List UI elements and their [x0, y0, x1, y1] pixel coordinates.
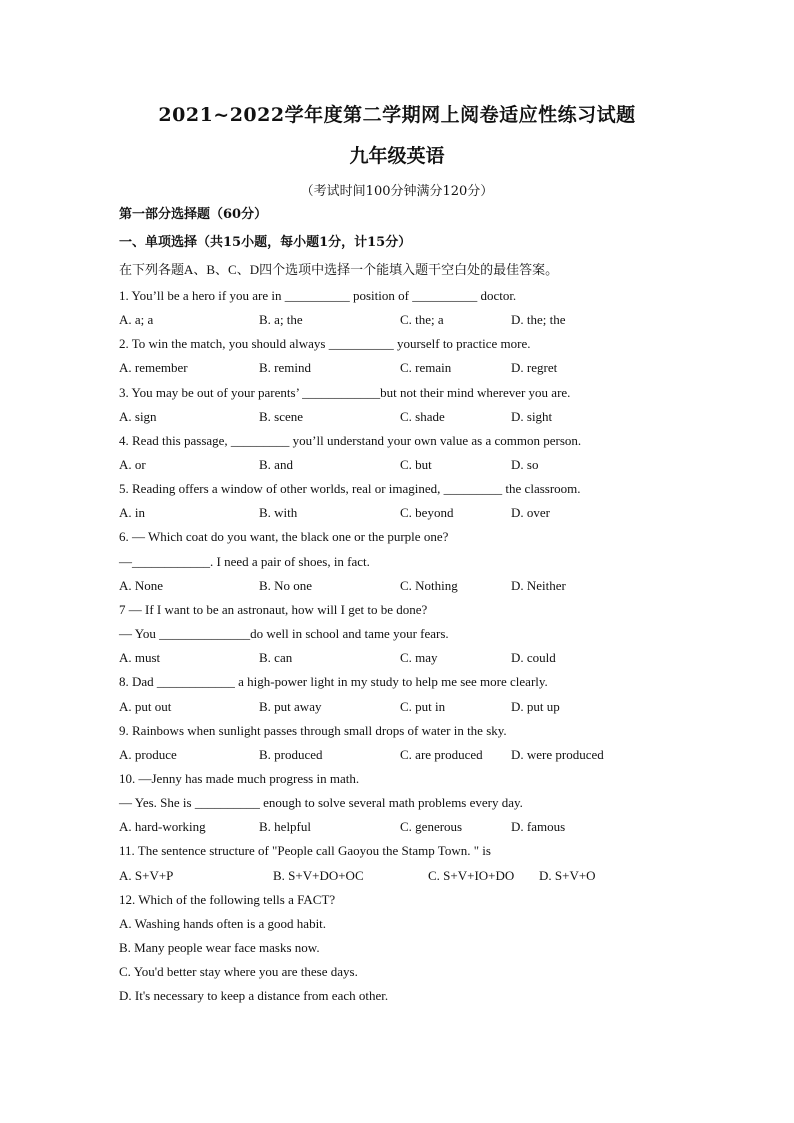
q9-option-a: A. produce	[119, 747, 177, 762]
q9-option-c: C. are produced	[400, 747, 483, 762]
q10-option-d: D. famous	[511, 819, 566, 834]
question-10-stem: 10. —Jenny has made much progress in math.	[119, 771, 360, 786]
q7-option-a: A. must	[119, 650, 161, 665]
q5-option-b: B. with	[259, 505, 298, 520]
part-heading: 第一部分选择题（60分）	[119, 207, 268, 222]
q1-option-c: C. the; a	[400, 312, 444, 327]
question-6-reply: —____________. I need a pair of shoes, in fact.	[119, 554, 370, 569]
q3-option-d: D. sight	[511, 409, 553, 424]
question-9-stem: 9. Rainbows when sunlight passes through small drops of water in the sky.	[119, 723, 507, 738]
q4-option-c: C. but	[400, 457, 432, 472]
q2-option-b: B. remind	[259, 360, 311, 375]
q10-option-b: B. helpful	[259, 819, 311, 834]
q1-option-b: B. a; the	[259, 312, 303, 327]
q11-option-b: B. S+V+DO+OC	[273, 868, 364, 883]
q1-option-a: A. a; a	[119, 312, 154, 327]
question-6-stem: 6. — Which coat do you want, the black one or the purple one?	[119, 529, 449, 544]
q3-option-b: B. scene	[259, 409, 304, 424]
q6-option-a: A. None	[119, 578, 164, 593]
q10-option-a: A. hard-working	[119, 819, 206, 834]
q12-option-c: C. You'd better stay where you are these days.	[119, 964, 358, 979]
q11-option-a: A. S+V+P	[119, 868, 174, 883]
section-heading: 一、单项选择（共15小题，每小题1分，计15分）	[119, 235, 412, 250]
q2-option-c: C. remain	[400, 360, 452, 375]
q7-option-b: B. can	[259, 650, 293, 665]
question-8-stem: 8. Dad ____________ a high-power light in my study to help me see more clearly.	[119, 674, 548, 689]
q8-option-d: D. put up	[511, 699, 560, 714]
q7-option-d: D. could	[511, 650, 556, 665]
q9-option-d: D. were produced	[511, 747, 604, 762]
q7-option-c: C. may	[400, 650, 438, 665]
question-1-stem: 1. You’ll be a hero if you are in __________ position of __________ doctor.	[119, 288, 517, 303]
question-2-stem: 2. To win the match, you should always __________ yourself to practice more.	[119, 336, 531, 351]
q6-option-c: C. Nothing	[400, 578, 458, 593]
question-3-stem: 3. You may be out of your parents’ ____________but not their mind wherever you are.	[119, 385, 571, 400]
question-11-stem: 11. The sentence structure of "People call Gaoyou the Stamp Town. " is	[119, 843, 491, 858]
question-7-stem: 7 — If I want to be an astronaut, how will I get to be done?	[119, 602, 428, 617]
q12-option-b: B. Many people wear face masks now.	[119, 940, 320, 955]
q12-option-d: D. It's necessary to keep a distance from each other.	[119, 988, 389, 1003]
q11-option-c: C. S+V+IO+DO	[428, 868, 515, 883]
q11-option-d: D. S+V+O	[539, 868, 596, 883]
q3-option-c: C. shade	[400, 409, 445, 424]
q4-option-d: D. so	[511, 457, 539, 472]
question-10-reply: — Yes. She is __________ enough to solve several math problems every day.	[119, 795, 523, 810]
q10-option-c: C. generous	[400, 819, 463, 834]
question-5-stem: 5. Reading offers a window of other worlds, real or imagined, _________ the classroom.	[119, 481, 581, 496]
exam-title: 2021~2022学年度第二学期网上阅卷适应性练习试题	[158, 104, 636, 126]
q2-option-a: A. remember	[119, 360, 188, 375]
q6-option-d: D. Neither	[511, 578, 566, 593]
question-7-reply: — You ______________do well in school and tame your fears.	[119, 626, 449, 641]
q8-option-a: A. put out	[119, 699, 172, 714]
q6-option-b: B. No one	[259, 578, 313, 593]
question-12-stem: 12. Which of the following tells a FACT?	[119, 892, 336, 907]
q5-option-a: A. in	[119, 505, 145, 520]
q12-option-a: A. Washing hands often is a good habit.	[119, 916, 327, 931]
q5-option-c: C. beyond	[400, 505, 454, 520]
instruction: 在下列各题A、B、C、D四个选项中选择一个能填入题干空白处的最佳答案。	[119, 262, 559, 277]
q4-option-b: B. and	[259, 457, 293, 472]
q5-option-d: D. over	[511, 505, 550, 520]
q9-option-b: B. produced	[259, 747, 323, 762]
exam-info: （考试时间100分钟满分120分）	[300, 184, 494, 199]
exam-subtitle: 九年级英语	[349, 145, 445, 167]
question-4-stem: 4. Read this passage, _________ you’ll understand your own value as a common person.	[119, 433, 582, 448]
q8-option-b: B. put away	[259, 699, 322, 714]
q8-option-c: C. put in	[400, 699, 446, 714]
q1-option-d: D. the; the	[511, 312, 566, 327]
q3-option-a: A. sign	[119, 409, 157, 424]
q2-option-d: D. regret	[511, 360, 558, 375]
q4-option-a: A. or	[119, 457, 146, 472]
